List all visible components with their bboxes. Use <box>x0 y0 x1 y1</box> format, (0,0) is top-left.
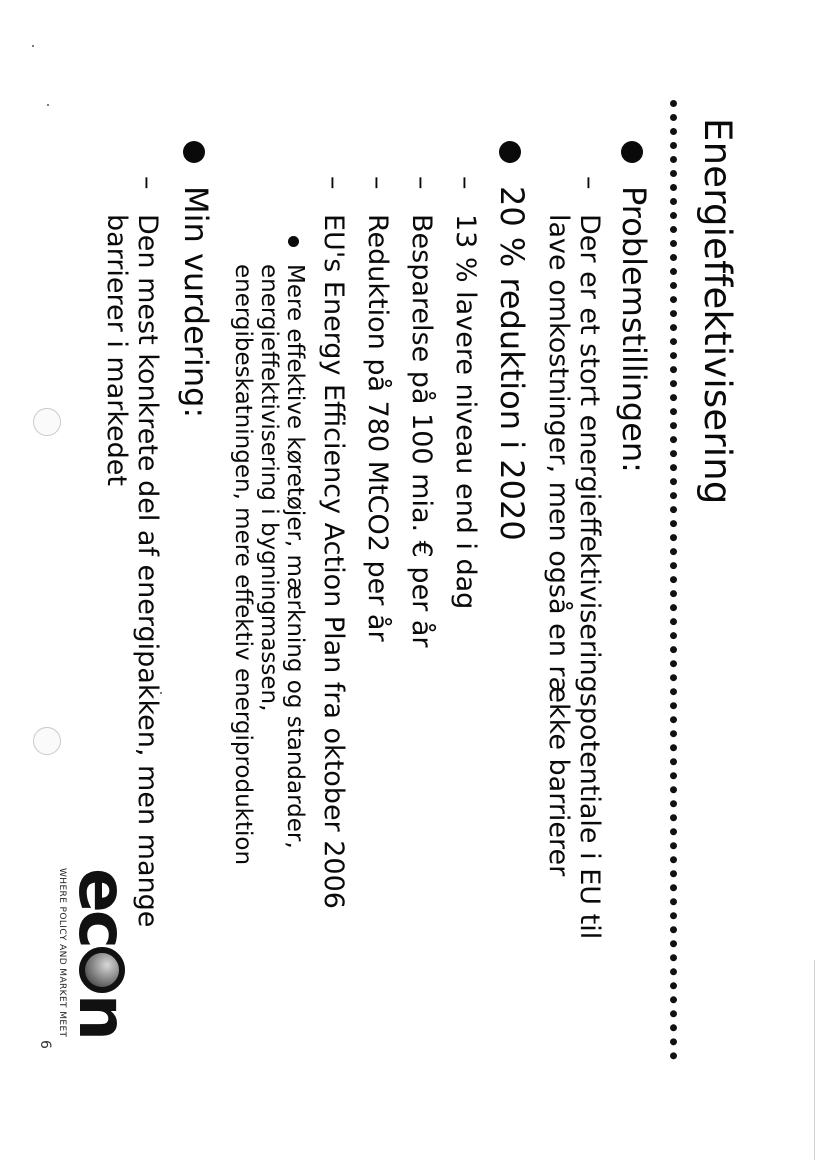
sub-bullet-dot <box>288 236 299 247</box>
sub-sub-item-line: Mere effektive køretøjer, mærkning og standarder, <box>282 264 308 849</box>
logo-text-end: n <box>64 993 141 1038</box>
sub-item-line: EU's Energy Efficiency Action Plan fra oktober 2006 <box>318 214 349 909</box>
logo-text-start: ec <box>64 868 141 946</box>
bullet-problemstillingen: Problemstillingen: <box>615 186 653 473</box>
logo-wordmark <box>64 868 141 1038</box>
page-number: 6 <box>37 1040 53 1049</box>
bullet-dot <box>621 141 643 163</box>
dash-marker: – <box>406 176 437 190</box>
bullet-dot <box>183 141 205 163</box>
sub-item-line: lave omkostninger, men også en række barrierer <box>543 214 574 877</box>
sub-item-line: Besparelse på 100 mia. € per år <box>406 214 437 648</box>
dash-marker: – <box>574 176 605 190</box>
bullet-dot <box>499 141 521 163</box>
bullet-min-vurdering: Min vurdering: <box>177 186 215 419</box>
sub-item-line: 13 % lavere niveau end i dag <box>450 214 481 610</box>
dash-marker: – <box>450 176 481 190</box>
sub-item-line: barrierer i markedet <box>101 214 132 486</box>
sub-item-line: Den mest konkrete del af energipakken, men mange <box>132 214 163 928</box>
dash-marker: – <box>132 176 163 190</box>
slide-title: Energieffektivisering <box>696 118 739 505</box>
dash-marker: – <box>318 176 349 190</box>
econ-logo <box>57 868 141 1038</box>
dotted-rule <box>670 100 677 1060</box>
sub-sub-item-line: energieffektivisering i bygningmassen, <box>256 264 282 712</box>
bullet-reduktion: 20 % reduktion i 2020 <box>493 186 531 541</box>
sub-item-line: Reduktion på 780 MtCO2 per år <box>362 214 393 642</box>
globe-icon <box>79 947 125 993</box>
sub-sub-item-line: energibeskatningen, mere effektiv energiproduktion <box>230 264 256 866</box>
dash-marker: – <box>362 176 393 190</box>
sub-item-line: Der er et stort energieffektiviseringspotentiale i EU til <box>574 214 605 940</box>
logo-tagline: WHERE POLICY AND MARKET MEET <box>57 868 67 1038</box>
